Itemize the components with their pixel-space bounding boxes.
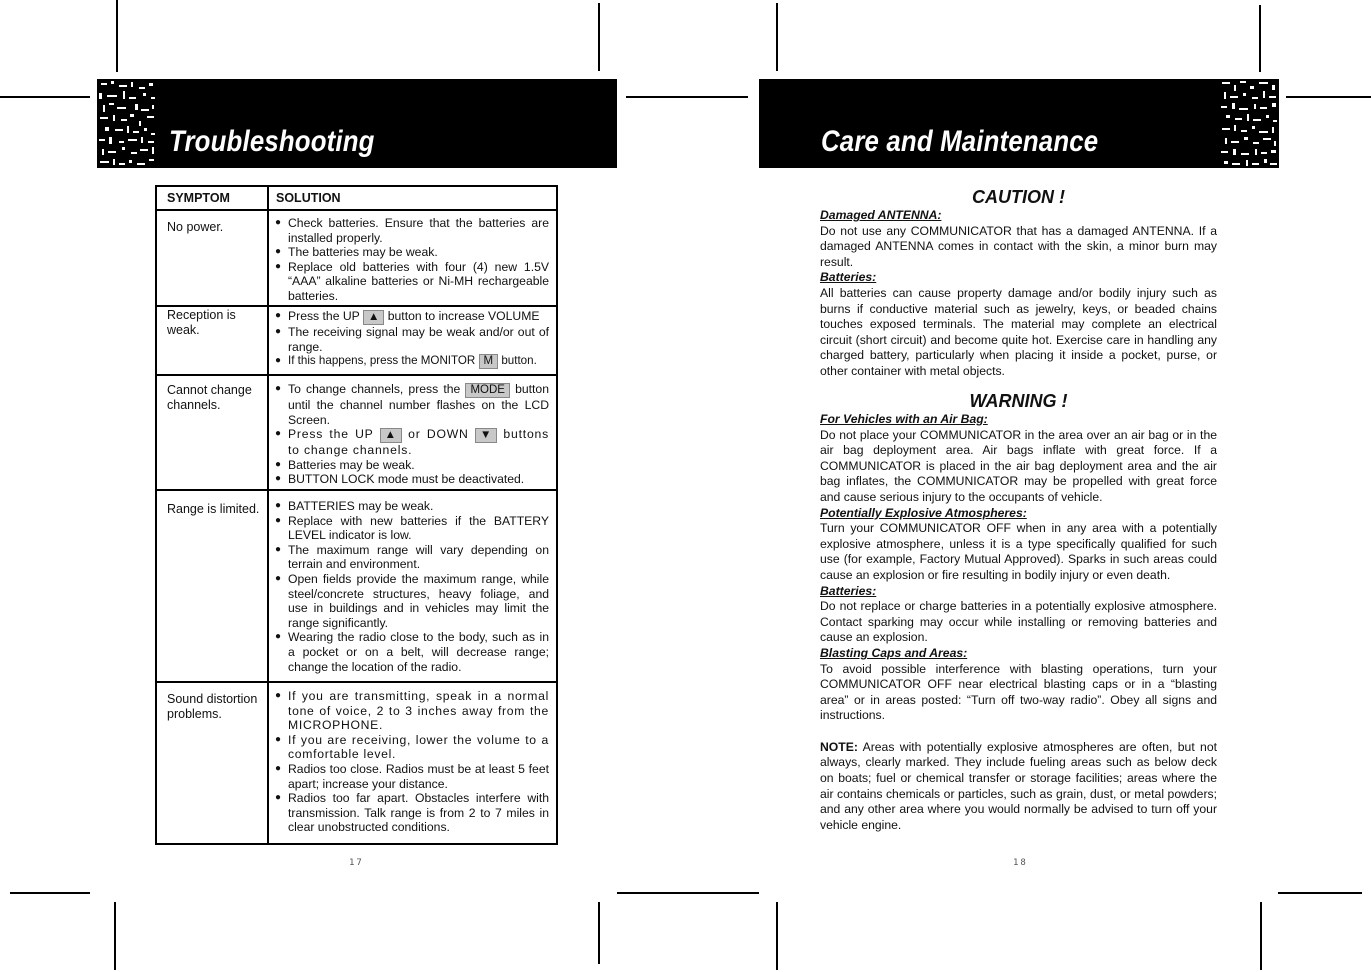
symptom-cell: Sound distortion problems. <box>167 692 258 721</box>
item-text: or DOWN <box>401 427 469 442</box>
solution-item: ● Batteries may be weak. <box>275 458 549 473</box>
symptom-cell: Cannot change channels. <box>167 383 252 412</box>
page-title: Care and Maintenance <box>821 125 1099 158</box>
item-text: button until the channel number flashes on the LCD Screen. <box>288 382 549 427</box>
section-heading: Batteries: <box>820 270 877 285</box>
caution-heading: CAUTION ! <box>972 187 1065 207</box>
solution-item: ● Radios too close. Radios must be at least 5 feet apart; increase your distance. <box>275 762 549 791</box>
item-text: buttons to change channels. <box>288 427 550 458</box>
crop-mark <box>116 0 118 72</box>
solution-item: ● Replace with new batteries if the BATTERY LEVEL indicator is low. <box>275 514 549 543</box>
solution-cell <box>275 309 549 369</box>
solution-item: ● BUTTON LOCK mode must be deactivated. <box>275 472 549 487</box>
crop-mark <box>598 3 600 71</box>
solution-item <box>275 309 549 325</box>
item-text: To change channels, press the <box>288 382 461 396</box>
section-text: To avoid possible interference with blasting operations, turn your COMMUNICATOR OFF near electrical blasting caps or in a “blasting area” or in areas posted: “Turn off two-way radio”. Obey all signs and instructions. <box>820 661 1217 723</box>
section-heading: Batteries: <box>820 583 877 598</box>
note-paragraph <box>820 740 1217 834</box>
page-title: Troubleshooting <box>169 125 375 158</box>
section-heading: Potentially Explosive Atmospheres: <box>820 505 1027 520</box>
table-divider <box>157 489 556 491</box>
crop-mark <box>10 892 90 894</box>
section-heading: Blasting Caps and Areas: <box>820 645 968 660</box>
symptom-header: SYMPTOM <box>167 191 230 205</box>
table-divider <box>157 374 556 376</box>
solution-item: ● Check batteries. Ensure that the batteries are installed properly. <box>275 216 549 245</box>
solution-cell <box>275 216 549 304</box>
mode-button-icon: MODE <box>465 383 510 398</box>
solution-item: ● If you are receiving, lower the volume to a comfortable level. <box>275 733 549 762</box>
solution-item: ● The receiving signal may be weak and/or out of range. <box>275 325 549 354</box>
solution-cell <box>275 499 549 674</box>
section-heading: For Vehicles with an Air Bag: <box>820 412 988 426</box>
troubleshooting-table <box>155 185 558 845</box>
halftone-pattern <box>97 79 157 168</box>
solution-item <box>275 382 549 427</box>
caution-section <box>820 186 1217 380</box>
crop-mark <box>1286 96 1371 98</box>
section-text: All batteries can cause property damage and/or bodily injury such as burns if conductive material such as jewelry, keys, or beaded chains touches exposed terminals. The material may complete an electrical circuit (short circuit) and become quite hot. Exercise care in handling any charged battery, particularly when placing it inside a pocket, purse, or other container with metal objects. <box>820 285 1217 378</box>
crop-mark <box>1259 5 1261 72</box>
monitor-button-icon: M <box>479 354 499 369</box>
right-title-banner <box>759 79 1279 168</box>
item-text: button. <box>498 354 537 368</box>
crop-mark <box>617 892 759 894</box>
crop-mark <box>776 3 778 71</box>
table-divider <box>157 209 556 211</box>
down-button-icon: ▼ <box>475 428 497 443</box>
note-text: Areas with potentially explosive atmospheres are often, but not always, clearly marked. They include fueling areas such as below deck on boats; fuel or chemical transfer or storage facilities; areas where the air contains chemicals or particles, such as grain, dust, or metal powders; and any other area where you would normally be advised to turn off your vehicle engine. <box>820 739 1217 832</box>
table-divider <box>157 681 556 683</box>
symptom-cell: Reception is weak. <box>167 308 236 337</box>
up-button-icon: ▲ <box>363 310 384 325</box>
warning-heading: WARNING ! <box>969 391 1068 411</box>
solution-item: ● BATTERIES may be weak. <box>275 499 549 514</box>
symptom-cell: Range is limited. <box>167 502 260 516</box>
crop-mark <box>776 902 778 970</box>
solution-cell <box>275 382 549 487</box>
solution-item: ● The maximum range will vary depending on terrain and environment. <box>275 543 549 572</box>
solution-item: ● Radios too far apart. Obstacles interfere with transmission. Talk range is from 2 to 7 miles in clear unobstructed conditions. <box>275 791 549 835</box>
crop-mark <box>626 96 748 98</box>
section-text: Turn your COMMUNICATOR OFF when in any area with a potentially explosive atmosphere, unless it is a type specifically qualified for such use (for example, Factory Mutual Approved). Sparks in such areas could cause an explosion or fire resulting in bodily injury or even death. <box>820 521 1217 582</box>
crop-mark <box>1278 892 1362 894</box>
symptom-cell: No power. <box>167 220 224 234</box>
section-text: Do not place your COMMUNICATOR in the area over an air bag or in the air bag deployment area. Air bags inflate with great force. If a COMMUNICATOR is placed in the air bag deployment area and the air bag inflates, the COMMUNICATOR may be propelled with great force and cause serious injury to the occupants of vehicle. <box>820 427 1217 504</box>
page-number: 17 <box>349 858 364 868</box>
table-divider <box>157 305 556 307</box>
crop-mark <box>114 902 116 970</box>
section-text: Do not use any COMMUNICATOR that has a damaged ANTENNA. If a damaged ANTENNA comes in contact with the skin, a minor burn may result. <box>820 223 1217 269</box>
item-text: Press the UP <box>288 427 374 442</box>
table-divider <box>267 187 269 843</box>
solution-item <box>275 427 549 458</box>
solution-item: ● If you are transmitting, speak in a normal tone of voice, 2 to 3 inches away from the MICROPHONE. <box>275 689 549 733</box>
solution-item: ● Wearing the radio close to the body, such as in a pocket or on a belt, will decrease range; change the location of the radio. <box>275 630 549 674</box>
item-text: Press the UP <box>288 309 360 323</box>
crop-mark <box>1260 902 1262 970</box>
solution-cell <box>275 689 549 835</box>
page-number: 18 <box>1013 858 1028 868</box>
solution-item: ● The batteries may be weak. <box>275 245 549 260</box>
warning-section <box>820 390 1217 833</box>
solution-item: ● Replace old batteries with four (4) new 1.5V “AAA” alkaline batteries or Ni-MH rechargeable batteries. <box>275 260 549 304</box>
crop-mark <box>598 902 600 964</box>
halftone-pattern <box>1219 79 1279 168</box>
note-label: NOTE: <box>820 739 858 754</box>
left-title-banner <box>97 79 617 168</box>
solution-item: ● Open fields provide the maximum range, while steel/concrete structures, heavy foliage, and use in buildings and in vehicles may limit the range significantly. <box>275 572 549 630</box>
solution-header: SOLUTION <box>276 191 341 205</box>
solution-item <box>275 354 549 369</box>
up-button-icon: ▲ <box>380 428 402 443</box>
item-text: button to increase VOLUME <box>384 309 540 323</box>
section-text: Do not replace or charge batteries in a potentially explosive atmosphere. Contact sparking may occur while installing or removing batteries and cause an explosion. <box>820 599 1217 645</box>
item-text: If this happens, press the MONITOR <box>288 354 476 368</box>
section-heading: Damaged ANTENNA: <box>820 208 942 222</box>
crop-mark <box>0 96 90 98</box>
